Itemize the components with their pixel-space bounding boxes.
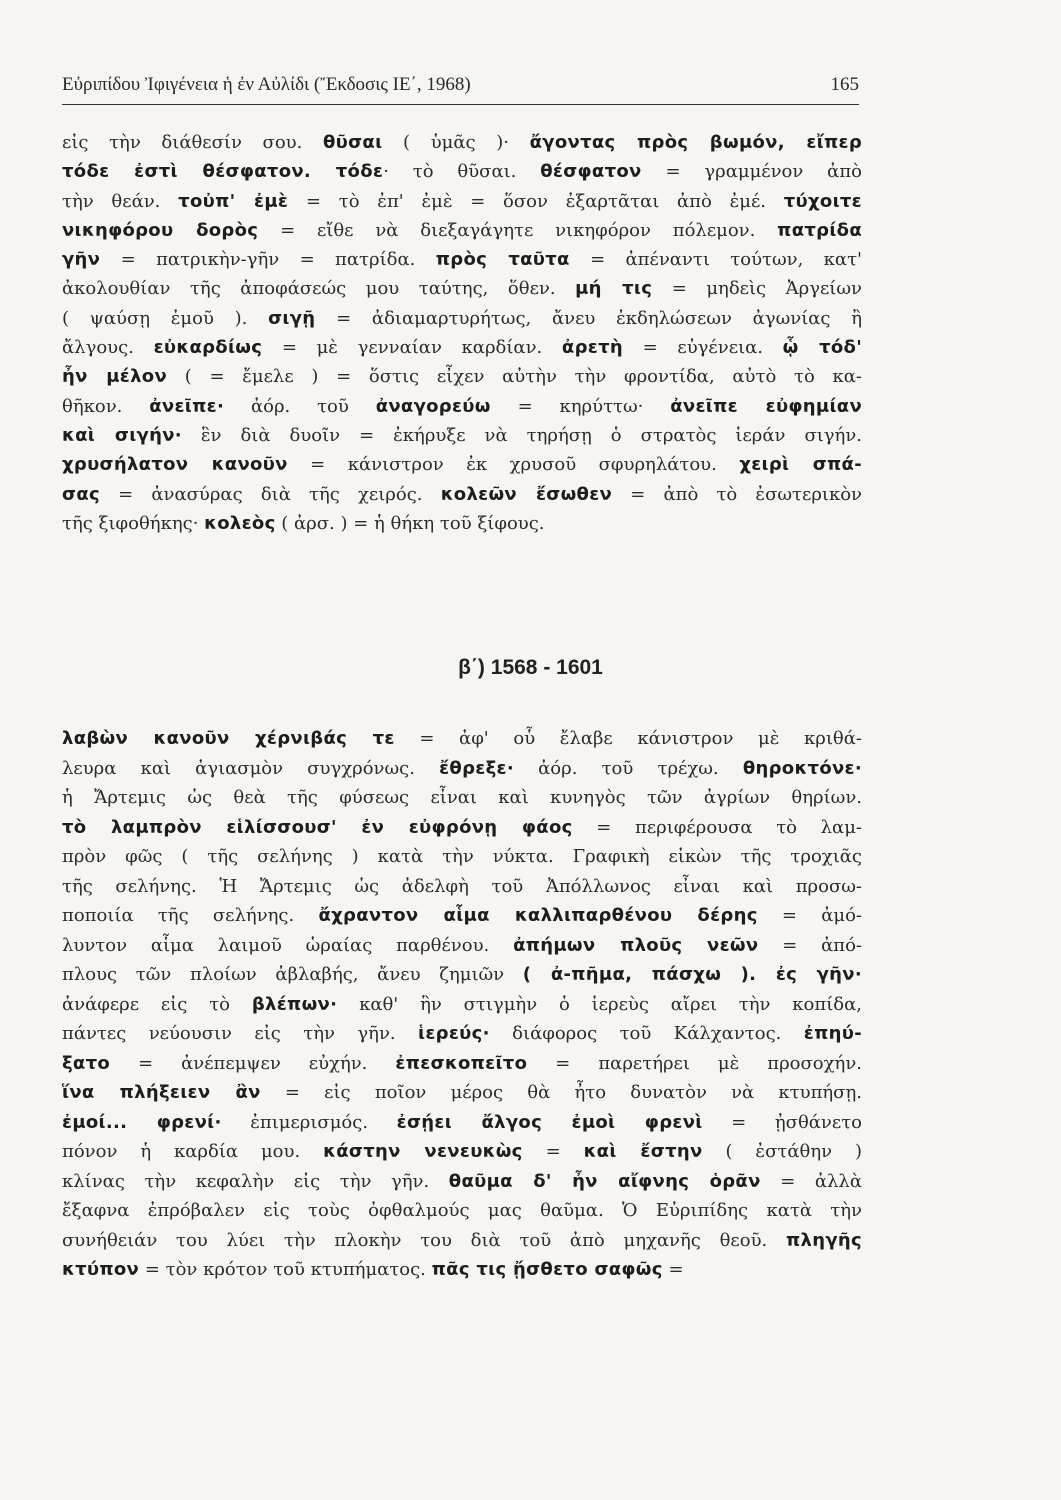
gloss: = ἀνασύρας διὰ τῆς χειρός.	[99, 483, 441, 505]
text-line	[62, 1137, 862, 1167]
gloss: κλίνας τὴν κεφαλὴν εἰς τὴν γῆν.	[62, 1170, 449, 1192]
lemma: ἱερεύς·	[418, 1023, 490, 1044]
text-line	[62, 754, 862, 784]
lemma: λαβὼν κανοῦν χέρνιβάς τε	[62, 728, 395, 749]
gloss: ἀνάφερε εἰς τὸ	[62, 993, 252, 1015]
text-line	[62, 509, 862, 538]
lemma: καὶ ἔστην	[583, 1141, 703, 1162]
lemma: σιγῇ	[268, 307, 316, 329]
gloss: = εἴθε νὰ διεξαγάγητε νικηφόρον πόλεμον.	[258, 219, 778, 241]
gloss: = ᾐσθάνετο	[702, 1111, 862, 1133]
lemma: μή τις	[575, 278, 653, 300]
gloss: συνήθειάν του λύει τὴν πλοκὴν του διὰ τοῦ ἀπὸ μηχανῆς θεοῦ.	[62, 1229, 786, 1251]
text-line	[62, 333, 862, 362]
gloss: ( ψαύσῃ ἐμοῦ ).	[62, 307, 269, 329]
text-line	[62, 421, 862, 450]
lemma: ἄγοντας πρὸς βωμόν, εἴπερ	[529, 132, 863, 153]
gloss: = μὲ γενναίαν καρδίαν.	[262, 337, 562, 359]
gloss: τῆς σελήνης. Ἡ Ἄρτεμις ὡς ἀδελφὴ τοῦ Ἀπόλλωνος εἶναι καὶ προσω-	[62, 875, 862, 897]
gloss: ἡ Ἄρτεμις ὡς θεὰ τῆς φύσεως εἶναι καὶ κυνηγὸς τῶν ἀγρίων θηρίων.	[62, 787, 862, 808]
gloss: = ἀπὸ τὸ ἐσωτερικὸν	[612, 483, 862, 505]
section-heading: β΄) 1568 - 1601	[458, 656, 603, 679]
lemma: γῆν	[62, 249, 101, 271]
gloss: ( ὑμᾶς )·	[382, 132, 530, 153]
lemma: χρυσήλατον κανοῦν	[62, 454, 288, 476]
gloss: ἓν διὰ δυοῖν = ἐκήρυξε νὰ τηρήσῃ ὁ στρατὸς ἱεράν σιγήν.	[181, 424, 863, 446]
gloss: πάντες νεύουσιν εἰς τὴν γῆν.	[62, 1023, 419, 1044]
lemma: νικηφόρου δορὸς	[62, 219, 259, 241]
lemma: ἔθρεξε·	[439, 757, 514, 779]
text-line	[62, 187, 862, 216]
lemma: τόδε ἐστὶ θέσφατον. τόδε	[62, 161, 384, 183]
text-line	[62, 128, 862, 157]
lemma: ἐμοί... φρενί·	[62, 1111, 222, 1133]
lemma: ἐπεσκοπεῖτο	[395, 1052, 528, 1074]
gloss: = εἰς ποῖον μέρος θὰ ἦτο δυνατὸν νὰ κτυπήσῃ.	[260, 1082, 862, 1103]
lemma: τοὐπ' ἐμὲ	[178, 190, 289, 212]
lemma: ἦν μέλον	[62, 366, 168, 388]
text-line	[62, 1019, 862, 1049]
gloss: = ἀμό-	[757, 905, 862, 926]
gloss: ἔξαφνα ἐπρόβαλεν εἰς τοὺς ὀφθαλμούς μας θαῦμα. Ὁ Εὐριπίδης κατὰ τὴν	[62, 1200, 862, 1221]
text-line	[62, 450, 862, 479]
gloss: ( = ἔμελε ) = ὅστις εἶχεν αὐτὴν τὴν φροντίδα, αὐτὸ τὸ κα-	[167, 366, 862, 388]
gloss: καθ' ἣν στιγμὴν ὁ ἱερεὺς αἴρει τὴν κοπίδα,	[337, 993, 862, 1015]
gloss: = κάνιστρον ἐκ χρυσοῦ σφυρηλάτου.	[287, 454, 740, 476]
text-line	[62, 1078, 862, 1108]
gloss: διάφορος τοῦ Κάλχαντος.	[489, 1023, 804, 1044]
gloss: θῆκον.	[62, 395, 150, 417]
gloss: τὴν θεάν.	[62, 190, 179, 212]
gloss: =	[662, 1259, 684, 1280]
text-line	[62, 362, 862, 391]
text-line	[62, 960, 862, 990]
text-line	[62, 901, 862, 931]
text-line	[62, 842, 862, 872]
lemma: βλέπων·	[251, 993, 338, 1015]
text-line	[62, 392, 862, 421]
text-line	[62, 304, 862, 333]
text-line	[62, 1049, 862, 1079]
text-line	[62, 783, 862, 813]
text-line	[62, 813, 862, 843]
lemma: πᾶς τις ᾔσθετο σαφῶς	[431, 1259, 663, 1280]
lemma: κολεῶν ἔσωθεν	[440, 483, 613, 505]
gloss: ( ἐστάθην )	[702, 1141, 862, 1162]
gloss: = κηρύττω·	[490, 395, 671, 417]
gloss: = μηδεὶς Ἀργείων	[652, 278, 862, 300]
commentary-section-1	[62, 128, 862, 538]
gloss: = ἀλλὰ	[760, 1170, 862, 1192]
gloss: πόνον ἡ καρδία μου.	[62, 1141, 324, 1162]
gloss: = τὸν κρότον τοῦ κτυπήματος.	[139, 1259, 432, 1280]
lemma: θαῦμα δ' ἦν αἴφνης ὁρᾶν	[448, 1170, 761, 1192]
page-number: 165	[830, 74, 859, 95]
gloss: πλους τῶν πλοίων ἀβλαβής, ἄνευ ζημιῶν	[62, 964, 523, 985]
lemma: θῦσαι	[322, 132, 383, 153]
commentary-section-2	[62, 724, 862, 1285]
lemma: θέσφατον	[540, 161, 642, 183]
gloss: ἀόρ. τοῦ	[224, 395, 376, 417]
gloss: = περιφέρουσα τὸ λαμ-	[572, 816, 862, 838]
gloss: εἰς τὴν διάθεσίν σου.	[62, 132, 323, 153]
gloss: = γραμμένον ἀπὸ	[641, 161, 862, 183]
text-line	[62, 724, 862, 754]
gloss: ἀκολουθίαν τῆς ἀποφάσεώς μου ταύτης, ὅθεν.	[62, 278, 576, 300]
lemma: πατρίδα	[777, 219, 862, 241]
gloss: = τὸ ἐπ' ἐμὲ = ὅσον ἐξαρτᾶται ἀπὸ ἐμέ.	[288, 190, 784, 212]
text-line	[62, 480, 862, 509]
lemma: κτύπον	[62, 1259, 140, 1280]
lemma: ἀρετὴ	[561, 337, 623, 359]
text-line	[62, 1167, 862, 1197]
lemma: σας	[62, 483, 100, 505]
lemma: ᾧ τόδ'	[782, 337, 863, 359]
gloss: = ἀφ' οὗ ἔλαβε κάνιστρον μὲ κριθά-	[394, 728, 862, 749]
text-line	[62, 274, 862, 303]
lemma: κολεὸς	[204, 512, 276, 534]
lemma: ξατο	[62, 1052, 111, 1074]
lemma: ἵνα πλήξειεν ἂν	[62, 1082, 261, 1103]
gloss: = παρετήρει μὲ προσοχήν.	[527, 1052, 862, 1074]
lemma: ἀπήμων πλοῦς νεῶν	[513, 934, 759, 956]
running-title: Εὐριπίδου Ἰφιγένεια ἡ ἐν Αὐλίδι (Ἔκδοσις ΙΕ΄, 1968)	[62, 74, 471, 95]
gloss: = ἀπό-	[758, 934, 862, 956]
running-header	[62, 74, 859, 96]
lemma: πληγῆς	[786, 1229, 862, 1251]
gloss: = πατρικὴν-γῆν = πατρίδα.	[100, 249, 436, 271]
gloss: ποποιία τῆς σελήνης.	[62, 905, 319, 926]
gloss: τῆς ξιφοθήκης·	[62, 512, 205, 534]
lemma: ἀνεῖπε εὐφημίαν	[670, 395, 863, 417]
lemma: εὐκαρδίως	[153, 337, 263, 359]
header-rule	[62, 104, 859, 105]
gloss: λυντον αἷμα λαιμοῦ ὡραίας παρθένου.	[62, 934, 514, 956]
gloss: πρὸν φῶς ( τῆς σελήνης ) κατὰ τὴν νύκτα. Γραφικὴ εἰκὼν τῆς τροχιᾶς	[62, 846, 862, 867]
lemma: κάστην νενευκὼς	[323, 1141, 523, 1162]
lemma: ἀναγορεύω	[375, 395, 491, 417]
text-line	[62, 872, 862, 902]
text-line	[62, 245, 862, 274]
text-line	[62, 1255, 862, 1285]
gloss: · τὸ θῦσαι.	[383, 161, 541, 183]
gloss: = ἀνέπεμψεν εὐχήν.	[110, 1052, 396, 1074]
text-line	[62, 157, 862, 186]
text-line	[62, 1196, 862, 1226]
text-line	[62, 1226, 862, 1256]
gloss: ( ἀρσ. ) = ἡ θήκη τοῦ ξίφους.	[275, 512, 545, 534]
gloss: ἄλγους.	[62, 337, 154, 359]
lemma: πρὸς ταῦτα	[435, 249, 570, 271]
gloss: λευρα καὶ ἁγιασμὸν συγχρόνως.	[62, 757, 440, 779]
gloss: =	[522, 1141, 584, 1162]
lemma: ( ἀ-πῆμα, πάσχω ). ἐς γῆν·	[522, 964, 862, 985]
gloss: = εὐγένεια.	[623, 337, 783, 359]
lemma: καὶ σιγήν·	[62, 424, 182, 446]
lemma: ἄχραντον αἷμα καλλιπαρθένου δέρης	[318, 905, 758, 926]
lemma: θηροκτόνε·	[742, 757, 863, 779]
lemma: ἀνεῖπε·	[149, 395, 225, 417]
lemma: ἐσῄει ἄλγος ἐμοὶ φρενὶ	[396, 1111, 703, 1133]
text-line	[62, 931, 862, 961]
lemma: τύχοιτε	[783, 190, 862, 212]
gloss: ἀόρ. τοῦ τρέχω.	[514, 757, 743, 779]
lemma: τὸ λαμπρὸν εἱλίσσουσ' ἐν εὐφρόνῃ φάος	[62, 816, 573, 838]
text-line	[62, 216, 862, 245]
lemma: χειρὶ σπά-	[739, 454, 862, 476]
gloss: = ἀδιαμαρτυρήτως, ἄνευ ἐκδηλώσεων ἀγωνίας ἢ	[315, 307, 862, 329]
lemma: ἐπηύ-	[803, 1023, 862, 1044]
gloss: ἐπιμερισμός.	[221, 1111, 397, 1133]
text-line	[62, 1108, 862, 1138]
gloss: = ἀπέναντι τούτων, κατ'	[569, 249, 862, 271]
text-line	[62, 990, 862, 1020]
